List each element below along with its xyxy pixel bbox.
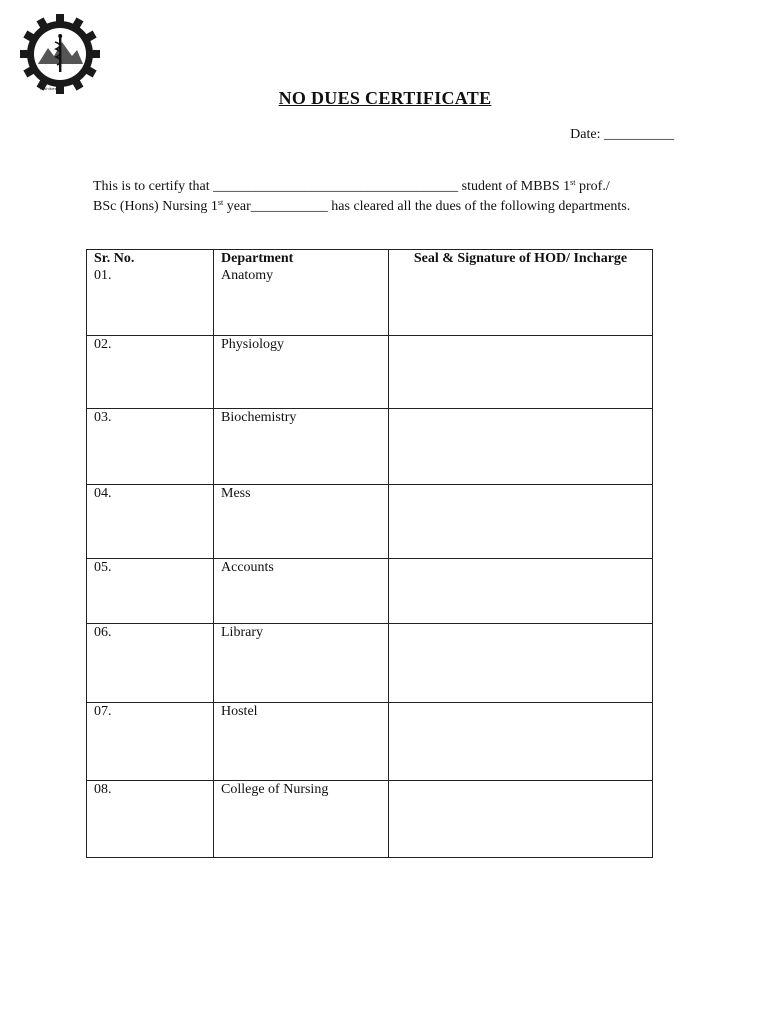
sr-no-cell: 04. — [87, 484, 214, 558]
seal-signature-cell[interactable] — [389, 702, 653, 780]
department-cell: Physiology — [214, 335, 389, 408]
department-cell: Biochemistry — [214, 408, 389, 484]
ordinal-sup-1: st — [570, 178, 576, 187]
seal-signature-cell[interactable] — [389, 623, 653, 702]
date-line — [570, 127, 674, 143]
seal-signature-cell[interactable] — [389, 484, 653, 558]
intro-text-2: student of MBBS 1 — [461, 179, 571, 194]
sr-no-cell: 05. — [87, 558, 214, 623]
table-row — [87, 558, 653, 623]
sr-no-cell: 07. — [87, 702, 214, 780]
seal-signature-cell[interactable] — [389, 335, 653, 408]
intro-text-1: This is to certify that — [93, 179, 210, 194]
sr-no-cell: 03. — [87, 408, 214, 484]
intro-text-5: year — [226, 198, 251, 214]
date-field[interactable]: __________ — [604, 127, 674, 142]
sr-no-cell: 06. — [87, 623, 214, 702]
table-row — [87, 335, 653, 408]
header-seal-signature: Seal & Signature of HOD/ Incharge — [389, 250, 653, 268]
date-label: Date: — [570, 127, 601, 142]
table-row — [87, 267, 653, 335]
sr-no-cell: 02. — [87, 335, 214, 408]
dues-table — [86, 249, 653, 858]
seal-signature-cell[interactable] — [389, 558, 653, 623]
table-row — [87, 702, 653, 780]
department-cell: Library — [214, 623, 389, 702]
sr-no-cell: 01. — [87, 267, 214, 335]
intro-text-4: BSc (Hons) Nursing 1 — [93, 198, 218, 214]
intro-text-6: has cleared all the dues of the following departments. — [331, 198, 631, 214]
table-row — [87, 408, 653, 484]
header-department: Department — [214, 250, 389, 268]
department-cell: College of Nursing — [214, 780, 389, 857]
ordinal-sup-2: st — [217, 197, 224, 207]
table-row — [87, 780, 653, 857]
department-cell: Hostel — [214, 702, 389, 780]
year-field[interactable]: ___________ — [250, 198, 328, 214]
institute-logo — [20, 14, 100, 96]
institute-emblem-icon — [20, 14, 100, 94]
logo-caption: Rishikesh — [40, 86, 60, 91]
certification-text — [93, 177, 673, 216]
table-header-row — [87, 250, 653, 268]
department-cell: Anatomy — [214, 267, 389, 335]
table-row — [87, 484, 653, 558]
student-name-field[interactable]: ___________________________________ — [213, 179, 459, 194]
department-cell: Accounts — [214, 558, 389, 623]
department-cell: Mess — [214, 484, 389, 558]
seal-signature-cell[interactable] — [389, 267, 653, 335]
header-sr-no: Sr. No. — [87, 250, 214, 268]
page-title: NO DUES CERTIFICATE — [278, 88, 492, 108]
intro-text-3: prof./ — [579, 179, 610, 194]
seal-signature-cell[interactable] — [389, 408, 653, 484]
sr-no-cell: 08. — [87, 780, 214, 857]
seal-signature-cell[interactable] — [389, 780, 653, 857]
table-row — [87, 623, 653, 702]
